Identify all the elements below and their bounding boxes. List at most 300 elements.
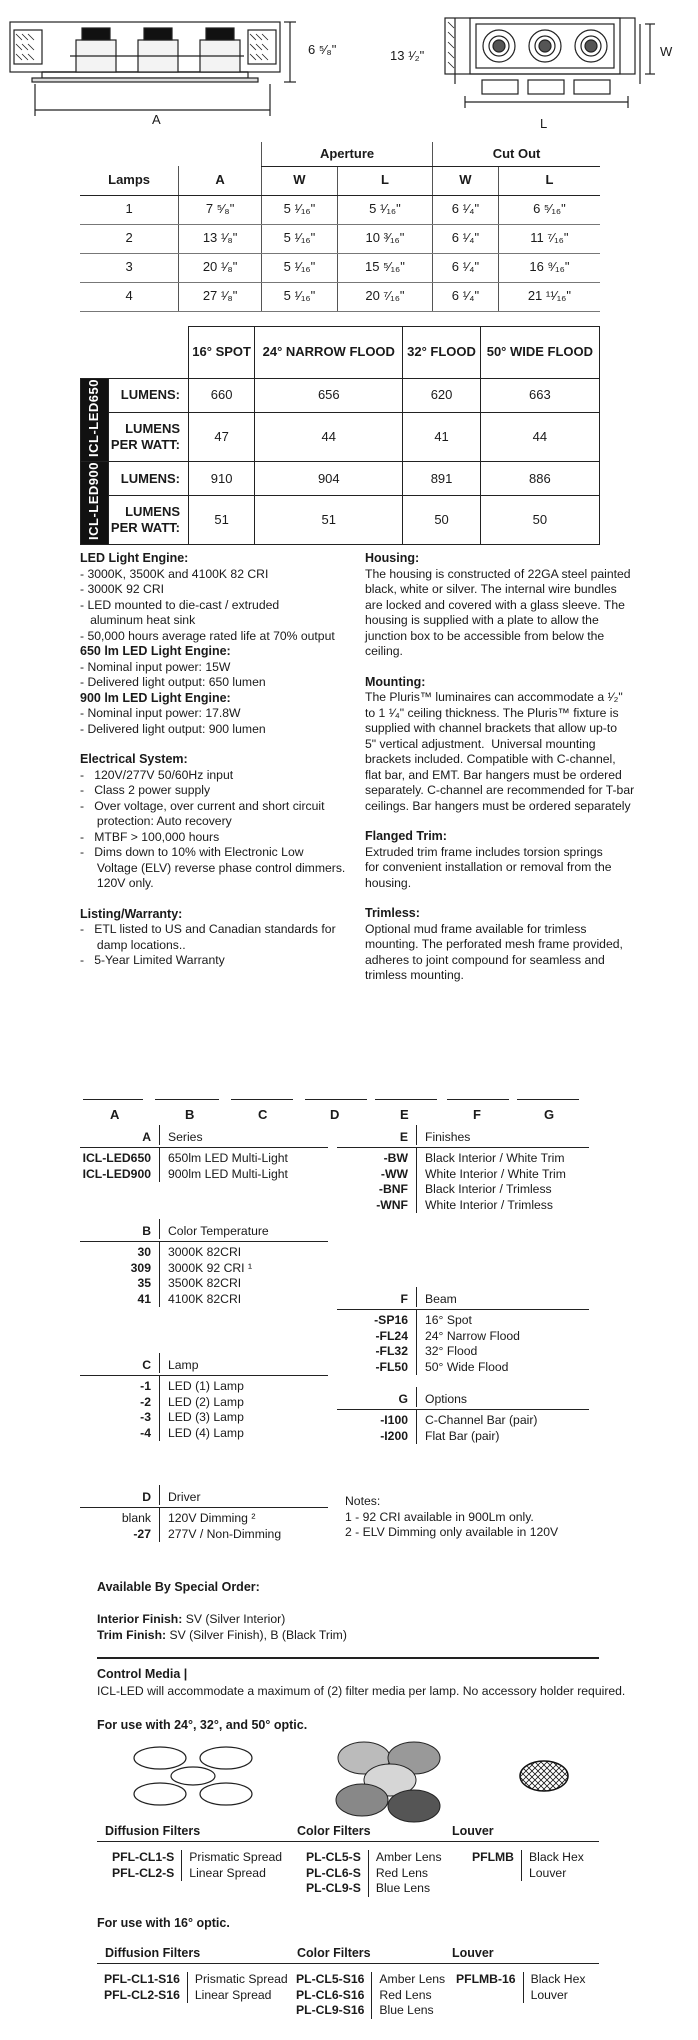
order-slot-line: [305, 1099, 367, 1100]
spec-line: housing.: [365, 875, 412, 890]
color-filters-title: Color Filters: [297, 1946, 371, 1960]
note-line: Notes:: [345, 1494, 381, 1508]
dimension-table: [80, 142, 600, 312]
dim-a-label: A: [152, 112, 161, 127]
dimension-cell: 20 ¹⁄₈": [179, 253, 262, 282]
dimension-row: [80, 224, 600, 253]
order-code: ICL-LED900: [82, 1166, 151, 1181]
order-code: -BNF: [378, 1182, 408, 1196]
aperture-group-header: Aperture: [262, 142, 433, 166]
bottom-view-hatch: [448, 22, 454, 68]
order-desc: 24° Narrow Flood: [425, 1328, 520, 1343]
spec-line: 5" vertical adjustment. Universal mounting: [365, 736, 596, 751]
dimension-cell: 6 ¹⁄₄": [433, 282, 499, 311]
diffusion-filters-s1: [112, 1850, 282, 1881]
order-code: -27: [133, 1526, 151, 1541]
order-block-title: Series: [168, 1129, 203, 1144]
dimension-cell: 6 ¹⁄₄": [433, 195, 499, 224]
spec-line: ceiling.: [365, 644, 403, 658]
dimension-row: [80, 195, 600, 224]
spec-line: adheres to joint compound for seamless and: [365, 952, 605, 967]
lumen-value: 910: [189, 462, 255, 496]
order-block-title: Color Temperature: [168, 1223, 269, 1238]
special-order-trim: [97, 1628, 347, 1643]
lumen-value: 50: [403, 496, 480, 545]
lumen-value: 904: [255, 462, 403, 496]
series-name: ICL-LED650: [86, 379, 102, 457]
order-code: 41: [137, 1291, 151, 1306]
optic-section-title: For use with 24°, 32°, and 50° optic.: [97, 1718, 308, 1732]
special-order-interior: [97, 1612, 285, 1627]
order-descs: [160, 1508, 281, 1542]
order-desc: 120V Dimming ²: [168, 1511, 256, 1525]
lumen-row-label: LUMENS PER WATT:: [109, 496, 189, 545]
order-code: -BW: [383, 1151, 408, 1165]
diffusion-filters-title: Diffusion Filters: [105, 1946, 201, 1960]
col-header: Lamps: [80, 166, 179, 195]
specs-left-column: [80, 551, 350, 969]
order-code: -I100: [380, 1413, 408, 1427]
order-block-header: [337, 1290, 589, 1310]
order-code: -2: [140, 1394, 151, 1409]
order-letter: D: [330, 1107, 340, 1122]
dim-depth-label: 13 ¹⁄₂": [390, 48, 425, 63]
accessory-desc: Linear Spread: [194, 1987, 272, 2002]
lumen-row: [81, 462, 600, 496]
order-block-title: Lamp: [168, 1357, 199, 1372]
order-desc: Black Interior / White Trim: [425, 1151, 565, 1165]
order-code: -FL24: [375, 1328, 408, 1343]
spec-line: mounting. The perforated mesh frame provided,: [365, 937, 623, 951]
series-side-label: [81, 462, 109, 545]
order-block-rows: [337, 1310, 589, 1375]
color-filters-s1: [306, 1850, 442, 1897]
control-media-desc: ICL-LED will accommodate a maximum of (2) filter media per lamp. No accessory holder required.: [97, 1684, 626, 1698]
accessory-descs: [369, 1850, 442, 1897]
spec-line: damp locations..: [80, 937, 186, 952]
order-desc: 3000K 82CRI: [168, 1245, 242, 1259]
col-header: W: [262, 166, 338, 195]
lumen-value: 891: [403, 462, 480, 496]
order-desc: LED (1) Lamp: [168, 1379, 244, 1393]
order-desc: 4100K 82CRI: [168, 1291, 242, 1306]
spec-gap: [80, 737, 350, 752]
order-slot-line: [447, 1099, 509, 1100]
lumen-value: 660: [189, 379, 255, 413]
accessory-code: PFLMB: [472, 1850, 514, 1864]
spec-heading: Flanged Trim:: [365, 829, 447, 843]
order-block-beam: [337, 1290, 589, 1375]
accessory-codes: [456, 1972, 524, 2003]
order-code: -4: [140, 1425, 151, 1440]
order-desc: 3000K 92 CRI ¹: [168, 1260, 253, 1275]
louver-s2: [456, 1972, 585, 2003]
order-slot-line: [517, 1099, 579, 1100]
spec-gap: [80, 892, 350, 907]
spec-line: - Delivered light output: 650 lumen: [80, 675, 266, 689]
special-order-title: Available By Special Order:: [97, 1580, 260, 1594]
order-descs: [160, 1148, 288, 1182]
spec-line: - 120V/277V 50/60Hz input: [80, 767, 234, 782]
order-desc: Black Interior / Trimless: [425, 1182, 552, 1196]
accessory-desc: Linear Spread: [189, 1865, 266, 1880]
spec-line: - Nominal input power: 15W: [80, 659, 231, 674]
order-desc: Flat Bar (pair): [425, 1428, 500, 1443]
order-letter: E: [400, 1107, 409, 1122]
accessory-divider: [97, 1963, 599, 1964]
order-desc: 3500K 82CRI: [168, 1276, 242, 1290]
order-block-title: Finishes: [425, 1129, 471, 1144]
order-block-rows: [80, 1242, 328, 1307]
spec-line: - MTBF > 100,000 hours: [80, 829, 220, 844]
order-letter: F: [473, 1107, 481, 1122]
lumen-row-label: LUMENS:: [109, 462, 189, 496]
lumen-row: [81, 413, 600, 462]
dimension-cell: 5 ¹⁄₁₆": [262, 282, 338, 311]
order-codes: [80, 1508, 160, 1542]
order-block-header: [80, 1356, 328, 1376]
dimension-cell: 16 ⁹⁄₁₆": [498, 253, 600, 282]
spec-gap: [365, 891, 630, 906]
color-filters-title: Color Filters: [297, 1824, 371, 1838]
order-notes: [345, 1494, 558, 1541]
order-slot-line: [231, 1099, 293, 1100]
dimension-cell: 5 ¹⁄₁₆": [262, 195, 338, 224]
dimension-cell: 10 ³⁄₁₆": [337, 224, 432, 253]
louver-title: Louver: [452, 1824, 494, 1838]
cutout-group-header: Cut Out: [433, 142, 600, 166]
dimension-cell: 27 ¹⁄₈": [179, 282, 262, 311]
order-block-title: Driver: [168, 1489, 201, 1504]
spec-line: brackets included. Compatible with C-channel,: [365, 752, 616, 766]
order-block-header: [80, 1128, 328, 1148]
spec-line: - 3000K, 3500K and 4100K 82 CRI: [80, 566, 269, 581]
dimension-cell: 21 ¹¹⁄₁₆": [498, 282, 600, 311]
technical-drawing: [0, 0, 698, 140]
dim-w-label: W: [660, 44, 673, 59]
order-block-options: [337, 1390, 589, 1444]
order-block-title: Beam: [425, 1291, 457, 1306]
spec-line: - 5-Year Limited Warranty: [80, 953, 225, 967]
dimension-cell: 6 ¹⁄₄": [433, 224, 499, 253]
order-code: -FL32: [375, 1344, 408, 1358]
col-header: L: [498, 166, 600, 195]
accessory-desc: Black Hex: [530, 1972, 586, 1986]
color-filters-s2: [296, 1972, 445, 2019]
accessory-desc: Prismatic Spread: [194, 1972, 288, 1986]
order-codes: [337, 1148, 417, 1213]
order-block-header: [337, 1128, 589, 1148]
accessory-desc: Red Lens: [379, 1987, 432, 2002]
accessory-code: PL-CL6-S: [306, 1865, 361, 1880]
order-desc: White Interior / White Trim: [425, 1166, 566, 1181]
accessory-desc: Blue Lens: [375, 1881, 431, 1895]
order-desc: White Interior / Trimless: [425, 1197, 553, 1212]
order-block-rows: [80, 1508, 328, 1542]
lumen-value: 51: [255, 496, 403, 545]
spec-heading: Electrical System:: [80, 752, 188, 766]
optic-section-title: For use with 16° optic.: [97, 1916, 230, 1930]
spec-heading: Trimless:: [365, 906, 420, 920]
accessory-code: PFLMB-16: [456, 1972, 516, 1986]
spec-line: flat bar, and EMT. Bar hangers must be ordered: [365, 767, 622, 782]
accessory-descs: [522, 1850, 584, 1881]
lumen-row: [81, 496, 600, 545]
order-descs: [417, 1148, 566, 1213]
spec-line: trimless mounting.: [365, 968, 464, 982]
spec-line: separately. C-channel are recommended for T-bar: [365, 783, 635, 797]
accessory-descs: [524, 1972, 586, 2003]
dimension-cell: 5 ¹⁄₁₆": [337, 195, 432, 224]
accessory-codes: [472, 1850, 522, 1881]
spec-heading: Listing/Warranty:: [80, 906, 183, 921]
accessory-desc: Amber Lens: [379, 1972, 446, 1986]
spec-line: - LED mounted to die-cast / extruded: [80, 597, 280, 612]
spec-line: - Over voltage, over current and short circuit: [80, 798, 325, 813]
order-code: -1: [140, 1379, 151, 1393]
order-desc: LED (4) Lamp: [168, 1425, 244, 1440]
order-code: 309: [130, 1260, 151, 1275]
col-header: W: [433, 166, 499, 195]
dimension-cell: 6 ⁵⁄₁₆": [498, 195, 600, 224]
order-desc: LED (2) Lamp: [168, 1394, 244, 1409]
order-slot-line: [375, 1099, 437, 1100]
spec-line: - Class 2 power supply: [80, 783, 211, 797]
order-code: blank: [121, 1511, 151, 1525]
lumen-value: 620: [403, 379, 480, 413]
spec-line: - ETL listed to US and Canadian standards for: [80, 922, 336, 936]
dimension-cell: 2: [80, 224, 179, 253]
accessory-desc: Red Lens: [375, 1865, 429, 1880]
order-desc: 900lm LED Multi-Light: [168, 1166, 288, 1181]
interior-finish-value: SV (Silver Interior): [182, 1612, 286, 1626]
order-code: -WW: [380, 1166, 408, 1181]
order-block-rows: [80, 1148, 328, 1182]
accessory-code: PL-CL5-S: [306, 1850, 361, 1864]
col-header: A: [179, 166, 262, 195]
lumen-row-label: LUMENS:: [109, 379, 189, 413]
dim-l-label: L: [540, 116, 548, 131]
spec-gap: [365, 660, 630, 675]
order-code: -FL50: [375, 1359, 408, 1374]
order-code: -3: [140, 1410, 151, 1424]
spec-line: - 3000K 92 CRI: [80, 582, 165, 596]
order-block-lamp: [80, 1356, 328, 1441]
accessory-code: PFL-CL2-S: [112, 1865, 175, 1880]
order-desc: 32° Flood: [425, 1344, 478, 1358]
note-line: 1 - 92 CRI available in 900Lm only.: [345, 1509, 534, 1524]
series-side-label: [81, 379, 109, 462]
louver-illustration: [514, 1756, 574, 1796]
bottom-view-drawing: [445, 18, 655, 108]
order-desc: C-Channel Bar (pair): [425, 1413, 538, 1427]
order-letter: B: [185, 1107, 195, 1122]
order-block-header: [80, 1488, 328, 1508]
lumen-value: 47: [189, 413, 255, 462]
order-desc: 50° Wide Flood: [425, 1359, 509, 1374]
dimension-cell: 4: [80, 282, 179, 311]
order-block-key: E: [337, 1125, 417, 1145]
spec-line: aluminum heat sink: [80, 613, 196, 627]
order-block-driver: [80, 1488, 328, 1542]
order-block-key: A: [80, 1125, 160, 1145]
series-name: ICL-LED900: [86, 462, 102, 541]
spec-line: 120V only.: [80, 876, 154, 890]
accessory-codes: [104, 1972, 188, 2003]
trim-finish-value: SV (Silver Finish), B (Black Trim): [166, 1628, 347, 1642]
lumen-row-label: LUMENS PER WATT:: [109, 413, 189, 462]
dimension-cell: 20 ⁷⁄₁₆": [337, 282, 432, 311]
dim-height-label: 6 ⁵⁄₈": [308, 42, 337, 57]
accessory-desc: Louver: [530, 1987, 568, 2002]
accessory-code: PFL-CL1-S: [112, 1850, 175, 1864]
spec-line: for convenient installation or removal from the: [365, 860, 612, 874]
lumen-value: 886: [480, 462, 599, 496]
order-codes: [337, 1410, 417, 1444]
order-code: 35: [137, 1276, 151, 1290]
spec-line: Extruded trim frame includes torsion springs: [365, 844, 603, 859]
col-header: L: [337, 166, 432, 195]
lumen-row: [81, 379, 600, 413]
order-descs: [160, 1376, 244, 1441]
order-block-series: [80, 1128, 328, 1182]
control-media-title: Control Media |: [97, 1667, 188, 1681]
order-block-key: B: [80, 1219, 160, 1239]
lumen-value: 663: [480, 379, 599, 413]
order-block-rows: [80, 1376, 328, 1441]
louver-s1: [472, 1850, 584, 1881]
accessory-divider: [97, 1841, 599, 1842]
interior-finish-label: Interior Finish:: [97, 1612, 183, 1626]
accessory-codes: [306, 1850, 369, 1897]
accessory-code: PL-CL9-S: [306, 1881, 361, 1895]
order-block-color-temperature: [80, 1222, 328, 1307]
accessory-descs: [372, 1972, 445, 2019]
order-descs: [417, 1310, 520, 1375]
order-desc: 16° Spot: [425, 1313, 472, 1327]
order-codes: [80, 1376, 160, 1441]
beam-header: 24° NARROW FLOOD: [255, 327, 403, 379]
order-code: 30: [137, 1245, 151, 1259]
section-divider: [97, 1657, 599, 1659]
spec-line: junction box to be accessible from below the: [365, 628, 605, 643]
order-block-key: F: [337, 1287, 417, 1307]
order-codes: [80, 1242, 160, 1307]
accessory-codes: [112, 1850, 182, 1881]
order-code: -I200: [380, 1428, 408, 1443]
accessory-descs: [188, 1972, 288, 2003]
accessory-code: PL-CL9-S16: [296, 2003, 365, 2017]
order-block-key: D: [80, 1485, 160, 1505]
accessory-descs: [182, 1850, 282, 1881]
order-desc: LED (3) Lamp: [168, 1410, 244, 1424]
order-slot-line: [83, 1099, 143, 1100]
diffusion-filters-s2: [104, 1972, 288, 2003]
dimension-cell: 7 ⁵⁄₈": [179, 195, 262, 224]
spec-line: Voltage (ELV) reverse phase control dimmers.: [80, 860, 346, 875]
dimension-cell: 5 ¹⁄₁₆": [262, 224, 338, 253]
spec-line: - Delivered light output: 900 lumen: [80, 721, 266, 736]
order-block-header: [337, 1390, 589, 1410]
order-code: -SP16: [374, 1313, 408, 1327]
beam-header: 32° FLOOD: [403, 327, 480, 379]
lumen-value: 51: [189, 496, 255, 545]
louver-title: Louver: [452, 1946, 494, 1960]
spec-line: Optional mud frame available for trimless: [365, 921, 587, 936]
dimension-row: [80, 282, 600, 311]
spec-heading: LED Light Engine:: [80, 551, 189, 565]
spec-line: supplied with channel brackets that allow up-to: [365, 721, 618, 735]
accessory-code: PFL-CL2-S16: [104, 1987, 180, 2002]
order-letter: A: [110, 1107, 120, 1122]
beam-header: 50° WIDE FLOOD: [480, 327, 599, 379]
lumen-value: 44: [255, 413, 403, 462]
order-code: ICL-LED650: [82, 1151, 151, 1165]
beam-header: 16° SPOT: [189, 327, 255, 379]
order-descs: [417, 1410, 537, 1444]
side-view-drawing: [10, 22, 296, 116]
dimension-cell: 6 ¹⁄₄": [433, 253, 499, 282]
spec-heading: Housing:: [365, 551, 420, 565]
accessory-codes: [296, 1972, 372, 2019]
spec-line: - Nominal input power: 17.8W: [80, 706, 241, 720]
order-block-rows: [337, 1410, 589, 1444]
order-block-key: C: [80, 1353, 160, 1373]
accessory-code: PL-CL5-S16: [296, 1972, 365, 1986]
dimension-cell: 3: [80, 253, 179, 282]
dimension-cell: 11 ⁷⁄₁₆": [498, 224, 600, 253]
diffusion-filters-title: Diffusion Filters: [105, 1824, 201, 1838]
spec-line: housing is supplied with a plate to allow the: [365, 613, 599, 627]
dimension-cell: 1: [80, 195, 179, 224]
order-block-title: Options: [425, 1391, 468, 1406]
spec-line: protection: Auto recovery: [80, 814, 232, 828]
spec-heading: 900 lm LED Light Engine:: [80, 690, 231, 705]
order-code: -WNF: [376, 1197, 408, 1212]
lumen-value: 656: [255, 379, 403, 413]
order-desc: 650lm LED Multi-Light: [168, 1151, 288, 1165]
accessory-desc: Louver: [528, 1865, 567, 1880]
accessory-desc: Prismatic Spread: [189, 1850, 283, 1864]
spec-line: - Dims down to 10% with Electronic Low: [80, 845, 304, 859]
lumen-table: [80, 326, 600, 545]
spec-line: to 1 ¹⁄₄" ceiling thickness. The Pluris™ fixture is: [365, 705, 619, 720]
order-block-rows: [337, 1148, 589, 1213]
spec-gap: [365, 814, 630, 829]
spec-line: ceilings. Bar hangers must be ordered separately: [365, 798, 631, 813]
order-descs: [160, 1242, 252, 1307]
note-line: 2 - ELV Dimming only available in 120V: [345, 1525, 559, 1539]
diffusion-filters-illustration: [130, 1742, 260, 1824]
order-desc: 277V / Non-Dimming: [168, 1526, 282, 1541]
dimension-cell: 5 ¹⁄₁₆": [262, 253, 338, 282]
spec-line: are locked and covered with a glass sleeve. The: [365, 597, 625, 612]
specs-right-column: [365, 551, 635, 984]
spec-heading: 650 lm LED Light Engine:: [80, 644, 231, 658]
accessory-desc: Blue Lens: [379, 2003, 434, 2017]
order-block-header: [80, 1222, 328, 1242]
accessory-desc: Amber Lens: [375, 1850, 442, 1864]
color-filters-illustration: [332, 1736, 452, 1836]
spec-line: The housing is constructed of 22GA steel painted: [365, 566, 631, 581]
order-codes: [337, 1310, 417, 1375]
spec-line: - 50,000 hours average rated life at 70% output: [80, 628, 335, 643]
accessory-code: PFL-CL1-S16: [104, 1972, 180, 1986]
dimension-row: [80, 253, 600, 282]
order-letter: G: [544, 1107, 555, 1122]
accessory-code: PL-CL6-S16: [296, 1987, 365, 2002]
order-codes: [80, 1148, 160, 1182]
